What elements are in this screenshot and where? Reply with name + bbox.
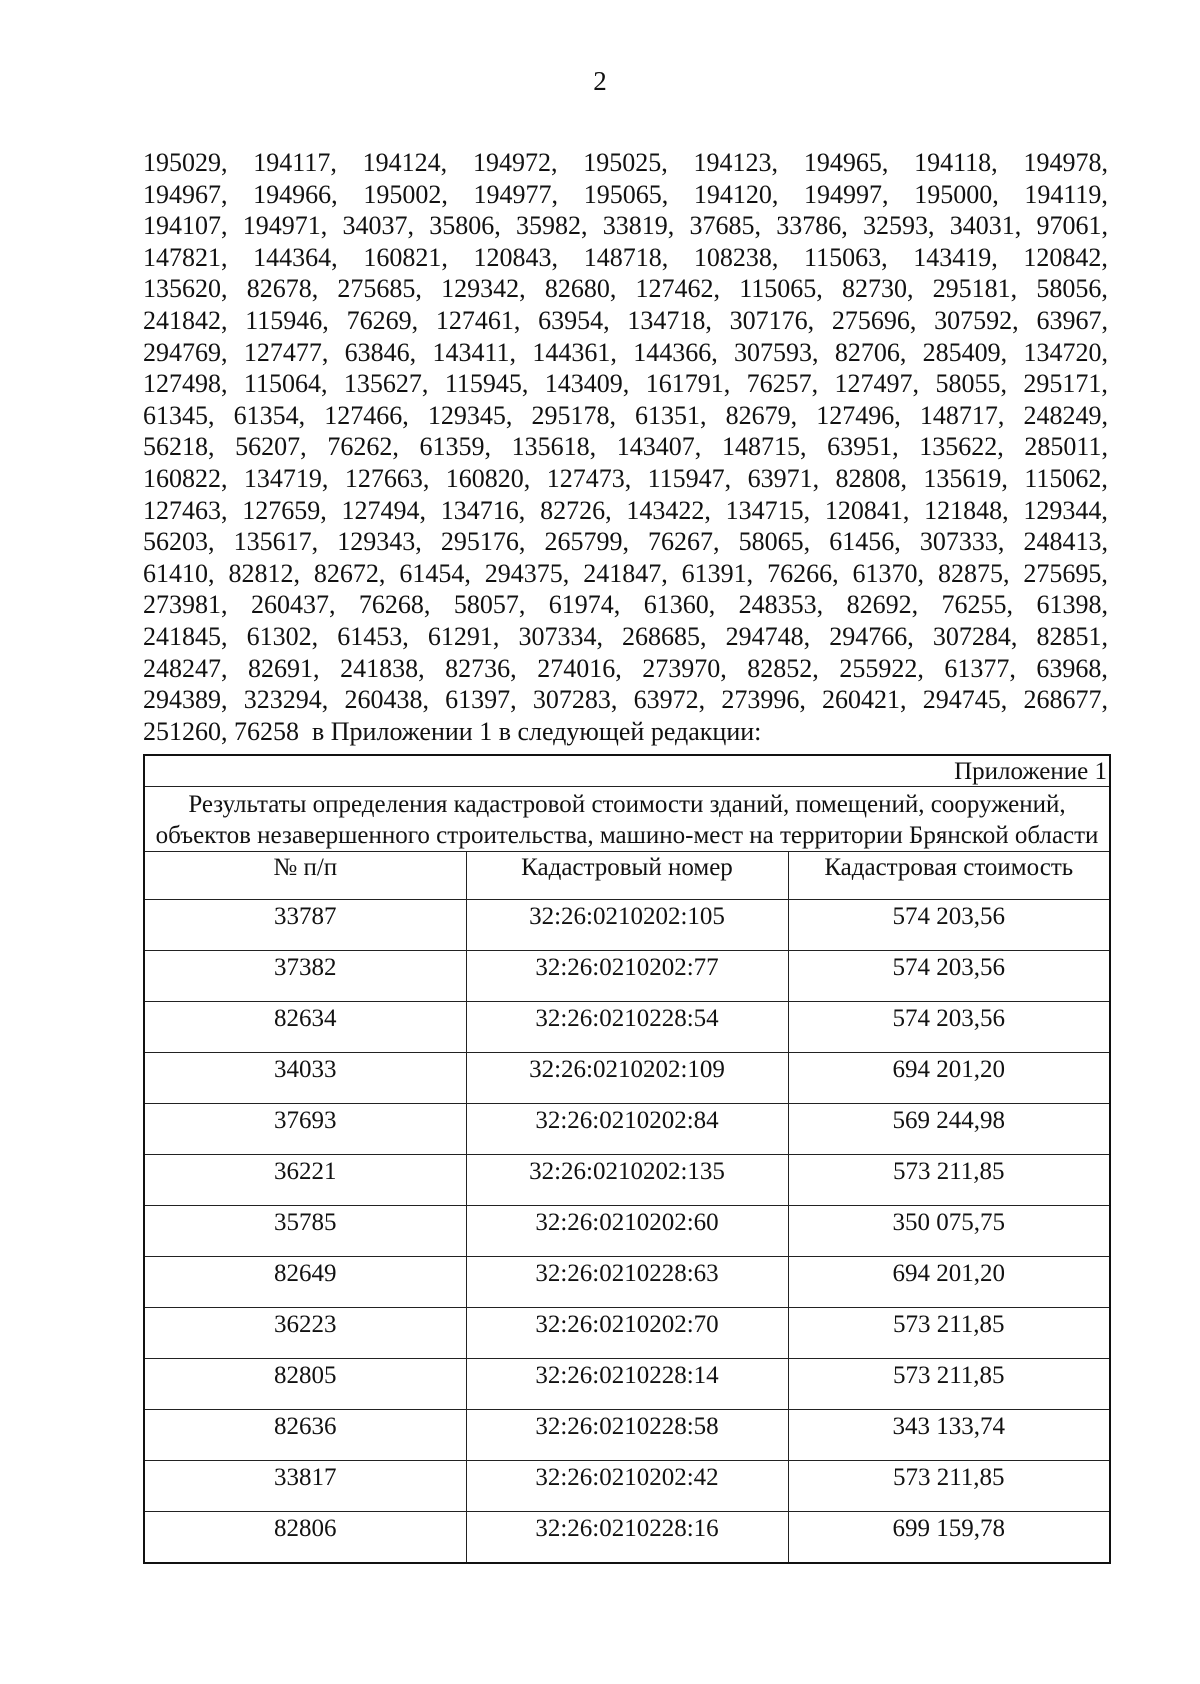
row-cadastral-number-cell: 32:26:0210228:54 bbox=[466, 1002, 788, 1053]
number-token: 294375, bbox=[484, 558, 570, 588]
number-token: 127496, bbox=[816, 400, 901, 430]
number-token: 194967, bbox=[143, 179, 228, 209]
row-cadastral-number-cell: 32:26:0210228:63 bbox=[466, 1257, 788, 1308]
number-token: 121848, bbox=[924, 495, 1009, 525]
number-token: 127462, bbox=[635, 274, 721, 304]
number-token: 260437, bbox=[250, 590, 336, 620]
row-cadastral-value-cell: 573 211,85 bbox=[788, 1461, 1110, 1512]
number-token: 61974, bbox=[548, 590, 621, 620]
row-cadastral-number-cell: 32:26:0210202:42 bbox=[466, 1461, 788, 1512]
body-line bbox=[143, 305, 1108, 337]
number-token: 56218, bbox=[143, 432, 215, 462]
number-token: 265799, bbox=[544, 527, 629, 557]
number-token: 134715, bbox=[725, 495, 811, 525]
appendix-label: Приложение 1 bbox=[144, 755, 1110, 787]
row-cadastral-number-cell: 32:26:0210228:58 bbox=[466, 1410, 788, 1461]
number-token: 61360, bbox=[643, 590, 716, 620]
number-token: 127498, bbox=[143, 369, 228, 399]
number-token: 82706, bbox=[834, 337, 907, 367]
number-token: 82680, bbox=[544, 274, 617, 304]
row-cadastral-value-cell: 694 201,20 bbox=[788, 1257, 1110, 1308]
number-token: 241845, bbox=[143, 621, 228, 651]
number-token: 255922, bbox=[839, 653, 924, 683]
number-token: 58057, bbox=[453, 590, 526, 620]
number-token: 63968, bbox=[1036, 653, 1108, 683]
number-token: 61453, bbox=[337, 621, 409, 651]
number-token: 61410, bbox=[143, 558, 215, 588]
row-cadastral-number-cell: 32:26:0210202:60 bbox=[466, 1206, 788, 1257]
table-row bbox=[144, 1512, 1110, 1564]
number-token: 194966, bbox=[253, 179, 338, 209]
row-num-cell: 82805 bbox=[144, 1359, 466, 1410]
body-line bbox=[143, 558, 1108, 590]
number-token: 61454, bbox=[399, 558, 471, 588]
number-token: 195065, bbox=[583, 179, 669, 209]
number-token: 161791, bbox=[645, 369, 731, 399]
number-token: 134719, bbox=[243, 463, 329, 493]
number-token: 76268, bbox=[358, 590, 431, 620]
number-token: 194124, bbox=[362, 148, 448, 177]
number-token: 61397, bbox=[445, 685, 517, 715]
row-num-cell: 37693 bbox=[144, 1104, 466, 1155]
number-token: 127477, bbox=[243, 337, 329, 367]
number-token: 294766, bbox=[829, 621, 914, 651]
number-token: 82678, bbox=[246, 274, 319, 304]
row-cadastral-value-cell: 573 211,85 bbox=[788, 1359, 1110, 1410]
number-token: 127463, bbox=[143, 495, 228, 525]
table-row bbox=[144, 1002, 1110, 1053]
number-token: 135622, bbox=[919, 432, 1004, 462]
table-header-row bbox=[144, 852, 1110, 900]
appendix-table bbox=[143, 754, 1111, 1564]
number-token: 120842, bbox=[1023, 242, 1108, 272]
number-token: 82672, bbox=[313, 558, 386, 588]
number-token: 127497, bbox=[834, 369, 920, 399]
number-token: 61359, bbox=[419, 432, 491, 462]
row-num-cell: 36221 bbox=[144, 1155, 466, 1206]
number-token: 61370, bbox=[852, 558, 924, 588]
table-row bbox=[144, 1410, 1110, 1461]
number-token: 194972, bbox=[472, 148, 558, 177]
number-token: 307592, bbox=[934, 305, 1019, 335]
number-token: 61345, bbox=[143, 400, 215, 430]
appendix-title: Результаты определения кадастровой стоимости зданий, помещений, сооружений, объектов незавершенного строительства, машино-мест на территории Брянской области bbox=[144, 787, 1110, 852]
number-token: 275685, bbox=[337, 274, 422, 304]
number-token: 127659, bbox=[242, 495, 327, 525]
number-token: 275695, bbox=[1023, 558, 1108, 588]
body-line bbox=[143, 179, 1108, 211]
body-line bbox=[143, 273, 1108, 305]
number-token: 195029, bbox=[143, 148, 228, 177]
number-token: 143422, bbox=[626, 495, 711, 525]
number-token: 63967, bbox=[1036, 305, 1108, 335]
row-num-cell: 36223 bbox=[144, 1308, 466, 1359]
row-cadastral-value-cell: 699 159,78 bbox=[788, 1512, 1110, 1564]
number-token: 61291, bbox=[427, 621, 500, 651]
number-token: 97061, bbox=[1036, 211, 1108, 241]
number-token: 160821, bbox=[363, 242, 448, 272]
number-token: 82851, bbox=[1036, 621, 1108, 651]
row-cadastral-number-cell: 32:26:0210228:16 bbox=[466, 1512, 788, 1564]
number-token: 307283, bbox=[532, 685, 618, 715]
number-token: 63846, bbox=[344, 337, 417, 367]
number-token: 147821, bbox=[143, 242, 228, 272]
row-num-cell: 35785 bbox=[144, 1206, 466, 1257]
row-cadastral-value-cell: 350 075,75 bbox=[788, 1206, 1110, 1257]
number-token: 82730, bbox=[841, 274, 914, 304]
row-cadastral-value-cell: 574 203,56 bbox=[788, 1002, 1110, 1053]
number-token: 144364, bbox=[253, 242, 338, 272]
number-token: 33786, bbox=[776, 211, 848, 241]
row-num-cell: 82806 bbox=[144, 1512, 466, 1564]
number-token: 134718, bbox=[627, 305, 712, 335]
number-token: 194965, bbox=[803, 148, 889, 177]
row-num-cell: 37382 bbox=[144, 951, 466, 1002]
body-line bbox=[143, 210, 1108, 242]
number-token: 248247, bbox=[143, 653, 228, 683]
number-token: 195002, bbox=[363, 179, 448, 209]
number-token: 143407, bbox=[616, 432, 702, 462]
number-token: 241838, bbox=[340, 653, 425, 683]
number-token: 148715, bbox=[721, 432, 807, 462]
number-token: 82808, bbox=[835, 463, 907, 493]
number-token: 63951, bbox=[827, 432, 899, 462]
page-number: 2 bbox=[593, 66, 607, 96]
number-token: 294745, bbox=[922, 685, 1008, 715]
number-token: 194978, bbox=[1023, 148, 1108, 177]
number-token: 127473, bbox=[546, 463, 632, 493]
number-token: 82692, bbox=[846, 590, 919, 620]
number-token: 307593, bbox=[734, 337, 819, 367]
number-token: 143409, bbox=[544, 369, 630, 399]
number-token: 135618, bbox=[511, 432, 597, 462]
number-token: 194977, bbox=[473, 179, 559, 209]
number-token: 108238, bbox=[693, 242, 779, 272]
number-token: 295176, bbox=[440, 527, 526, 557]
number-token: 194117, bbox=[253, 148, 337, 177]
number-token: 285011, bbox=[1024, 432, 1108, 462]
number-token: 115946, bbox=[245, 305, 329, 335]
number-token: 35806, bbox=[429, 211, 501, 241]
body-line bbox=[143, 337, 1108, 369]
number-token: 115065, bbox=[739, 274, 823, 304]
table-row bbox=[144, 1359, 1110, 1410]
number-token: 56207, bbox=[235, 432, 307, 462]
body-line bbox=[143, 653, 1108, 685]
number-token: 195000, bbox=[914, 179, 999, 209]
body-line bbox=[143, 368, 1108, 400]
number-token: 127494, bbox=[341, 495, 427, 525]
number-token: 115062, bbox=[1024, 463, 1108, 493]
number-token: 129344, bbox=[1023, 495, 1108, 525]
table-row bbox=[144, 951, 1110, 1002]
row-num-cell: 34033 bbox=[144, 1053, 466, 1104]
number-token: 135619, bbox=[923, 463, 1008, 493]
number-token: 58065, bbox=[738, 527, 811, 557]
number-token: 61391, bbox=[681, 558, 754, 588]
number-token: 61302, bbox=[246, 621, 319, 651]
body-line bbox=[143, 684, 1108, 716]
number-token: 63954, bbox=[538, 305, 610, 335]
number-token: 160820, bbox=[445, 463, 531, 493]
number-token: 194120, bbox=[693, 179, 779, 209]
number-token: 115063, bbox=[804, 242, 888, 272]
body-line bbox=[143, 431, 1108, 463]
table-row bbox=[144, 900, 1110, 951]
number-token: 33819, bbox=[602, 211, 675, 241]
number-token: 144366, bbox=[633, 337, 718, 367]
row-cadastral-number-cell: 32:26:0210202:105 bbox=[466, 900, 788, 951]
number-token: 82852, bbox=[747, 653, 819, 683]
number-token: 307334, bbox=[518, 621, 603, 651]
row-cadastral-value-cell: 694 201,20 bbox=[788, 1053, 1110, 1104]
number-token: 195025, bbox=[583, 148, 668, 177]
row-cadastral-value-cell: 343 133,74 bbox=[788, 1410, 1110, 1461]
number-token: 194971, bbox=[242, 211, 328, 241]
number-token: 58056, bbox=[1036, 274, 1108, 304]
number-token: 148718, bbox=[583, 242, 669, 272]
appendix-title-row bbox=[144, 787, 1110, 852]
row-num-cell: 33787 bbox=[144, 900, 466, 951]
number-token: 61398, bbox=[1036, 590, 1108, 620]
number-token: 194123, bbox=[693, 148, 779, 177]
number-token: 82875, bbox=[937, 558, 1010, 588]
number-token: 307176, bbox=[729, 305, 815, 335]
number-token: 120841, bbox=[824, 495, 910, 525]
number-token: 295181, bbox=[932, 274, 1018, 304]
number-token: 76257, bbox=[746, 369, 819, 399]
number-token: 76262, bbox=[327, 432, 399, 462]
body-line bbox=[143, 242, 1108, 274]
table-row bbox=[144, 1308, 1110, 1359]
body-line bbox=[143, 147, 1108, 179]
row-cadastral-number-cell: 32:26:0210202:109 bbox=[466, 1053, 788, 1104]
number-token: 63971, bbox=[747, 463, 820, 493]
number-token: 82679, bbox=[725, 400, 798, 430]
header-num: № п/п bbox=[144, 852, 466, 900]
number-token: 76266, bbox=[767, 558, 839, 588]
number-token: 143411, bbox=[432, 337, 517, 367]
number-token: 127466, bbox=[324, 400, 409, 430]
number-token: 127461, bbox=[435, 305, 521, 335]
number-token: 307284, bbox=[932, 621, 1018, 651]
body-last-line: 251260, 76258 в Приложении 1 в следующей редакции: bbox=[143, 716, 762, 746]
number-token: 307333, bbox=[919, 527, 1005, 557]
number-token: 82691, bbox=[248, 653, 320, 683]
number-token: 34031, bbox=[949, 211, 1022, 241]
number-token: 295178, bbox=[531, 400, 616, 430]
body-line bbox=[143, 400, 1108, 432]
row-cadastral-number-cell: 32:26:0210202:70 bbox=[466, 1308, 788, 1359]
number-token: 115064, bbox=[243, 369, 328, 399]
table-row bbox=[144, 1206, 1110, 1257]
number-token: 194997, bbox=[804, 179, 889, 209]
number-token: 61377, bbox=[944, 653, 1016, 683]
number-token: 295171, bbox=[1023, 369, 1108, 399]
number-token: 32593, bbox=[863, 211, 935, 241]
number-token: 134720, bbox=[1023, 337, 1108, 367]
row-num-cell: 82636 bbox=[144, 1410, 466, 1461]
number-token: 135617, bbox=[233, 527, 319, 557]
number-token: 134716, bbox=[440, 495, 526, 525]
row-cadastral-value-cell: 569 244,98 bbox=[788, 1104, 1110, 1155]
number-token: 63972, bbox=[633, 685, 706, 715]
row-cadastral-number-cell: 32:26:0210228:14 bbox=[466, 1359, 788, 1410]
number-token: 61351, bbox=[635, 400, 707, 430]
number-token: 323294, bbox=[243, 685, 329, 715]
number-token: 248413, bbox=[1023, 527, 1108, 557]
row-cadastral-value-cell: 574 203,56 bbox=[788, 951, 1110, 1002]
row-num-cell: 82649 bbox=[144, 1257, 466, 1308]
number-token: 275696, bbox=[831, 305, 917, 335]
number-token: 35982, bbox=[516, 211, 588, 241]
table-row bbox=[144, 1053, 1110, 1104]
body-line bbox=[143, 495, 1108, 527]
body-line bbox=[143, 621, 1108, 653]
table-row bbox=[144, 1104, 1110, 1155]
number-token: 294748, bbox=[725, 621, 811, 651]
row-num-cell: 82634 bbox=[144, 1002, 466, 1053]
number-token: 160822, bbox=[143, 463, 228, 493]
number-token: 115947, bbox=[647, 463, 732, 493]
number-token: 273996, bbox=[721, 685, 806, 715]
row-cadastral-number-cell: 32:26:0210202:77 bbox=[466, 951, 788, 1002]
number-token: 273970, bbox=[642, 653, 727, 683]
body-line bbox=[143, 463, 1108, 495]
number-token: 61354, bbox=[233, 400, 306, 430]
number-token: 144361, bbox=[532, 337, 617, 367]
number-token: 82726, bbox=[540, 495, 612, 525]
number-token: 194118, bbox=[914, 148, 998, 177]
number-token: 127663, bbox=[344, 463, 430, 493]
number-token: 135627, bbox=[343, 369, 429, 399]
body-line bbox=[143, 526, 1108, 558]
appendix-label-row bbox=[144, 755, 1110, 787]
number-token: 268685, bbox=[622, 621, 707, 651]
number-token: 285409, bbox=[922, 337, 1008, 367]
number-token: 76267, bbox=[648, 527, 720, 557]
row-num-cell: 33817 bbox=[144, 1461, 466, 1512]
number-token: 268677, bbox=[1023, 685, 1108, 715]
number-token: 260421, bbox=[822, 685, 907, 715]
header-cadastral-value: Кадастровая стоимость bbox=[788, 852, 1110, 900]
number-token: 129343, bbox=[337, 527, 422, 557]
number-token: 82736, bbox=[445, 653, 517, 683]
table-row bbox=[144, 1257, 1110, 1308]
header-cadastral-number: Кадастровый номер bbox=[466, 852, 788, 900]
number-token: 194119, bbox=[1024, 179, 1108, 209]
row-cadastral-value-cell: 573 211,85 bbox=[788, 1308, 1110, 1359]
body-text bbox=[143, 147, 1108, 747]
number-token: 58055, bbox=[935, 369, 1007, 399]
number-token: 61456, bbox=[829, 527, 901, 557]
table-row bbox=[144, 1461, 1110, 1512]
row-cadastral-value-cell: 573 211,85 bbox=[788, 1155, 1110, 1206]
number-token: 115945, bbox=[444, 369, 529, 399]
number-token: 274016, bbox=[537, 653, 622, 683]
number-token: 129345, bbox=[427, 400, 513, 430]
number-token: 148717, bbox=[919, 400, 1005, 430]
row-cadastral-value-cell: 574 203,56 bbox=[788, 900, 1110, 951]
number-token: 56203, bbox=[143, 527, 215, 557]
number-token: 241842, bbox=[143, 305, 228, 335]
number-token: 294769, bbox=[143, 337, 228, 367]
table-row bbox=[144, 1155, 1110, 1206]
number-token: 294389, bbox=[143, 685, 228, 715]
number-token: 76255, bbox=[941, 590, 1013, 620]
number-token: 34037, bbox=[342, 211, 414, 241]
body-line bbox=[143, 589, 1108, 621]
number-token: 76269, bbox=[346, 305, 419, 335]
number-token: 120843, bbox=[473, 242, 559, 272]
number-token: 135620, bbox=[143, 274, 228, 304]
number-token: 37685, bbox=[689, 211, 761, 241]
number-token: 82812, bbox=[228, 558, 300, 588]
row-cadastral-number-cell: 32:26:0210202:135 bbox=[466, 1155, 788, 1206]
number-token: 248249, bbox=[1023, 400, 1108, 430]
row-cadastral-number-cell: 32:26:0210202:84 bbox=[466, 1104, 788, 1155]
number-token: 248353, bbox=[738, 590, 824, 620]
number-token: 260438, bbox=[344, 685, 429, 715]
number-token: 194107, bbox=[143, 211, 228, 241]
number-token: 129342, bbox=[441, 274, 526, 304]
number-token: 273981, bbox=[143, 590, 228, 620]
number-token: 143419, bbox=[913, 242, 998, 272]
number-token: 241847, bbox=[583, 558, 668, 588]
